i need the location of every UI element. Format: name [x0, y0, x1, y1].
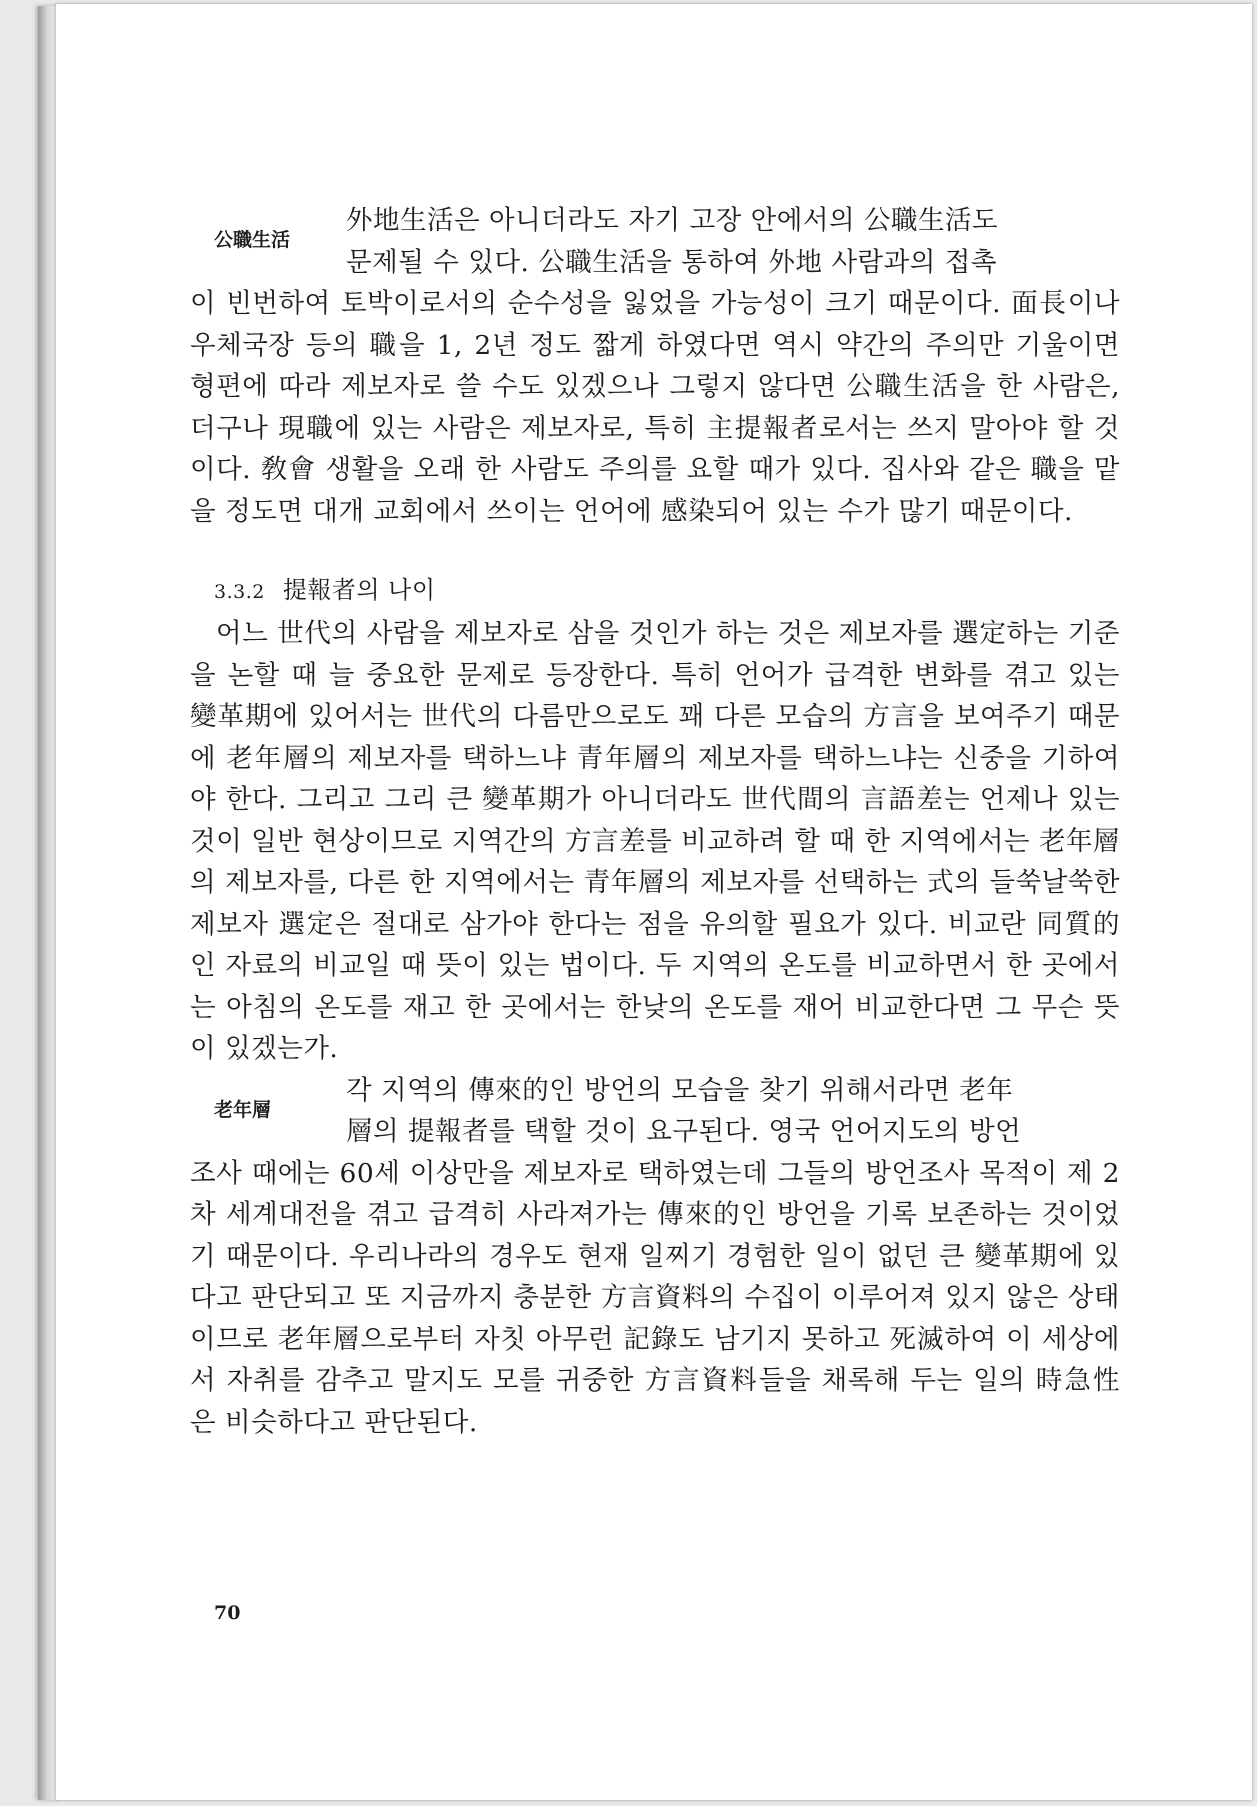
paragraph-public-office: 이 빈번하여 토박이로서의 순수성을 잃었을 가능성이 크기 때문이다. 面長이나 우체국장 등의 職을 1, 2년 정도 짧게 하였다면 역시 약간의 주의만 기울이면 형편에 따라 제보자로 쓸 수도 있겠으나 그렇지 않다면 公職生活을 한 사람은, 더구나 現職에 있는 사람은 제보자로, 특히 主提報者로서는 쓰지 말아야 할 것이다. 敎會 생활을 오래 한 사람도 주의를 요할 때가 있다. 집사와 같은 職을 맡을 정도면 대개 교회에서 쓰이는 언어에 感染되어 있는 수가 많기 때문이다.	[190, 288, 1120, 527]
paragraph-old-age: 조사 때에는 60세 이상만을 제보자로 택하였는데 그들의 방언조사 목적이 제 2차 세계대전을 겪고 급격히 사라져가는 傳來的인 방언을 기록 보존하는 것이었기 때문이다. 우리나라의 경우도 현재 일찌기 경험한 일이 없던 큰 變革期에 있다고 판단되고 또 지금까지 충분한 方言資料의 수집이 이루어져 있지 않은 상태이므로 老年層으로부터 자칫 아무런 記錄도 남기지 못하고 死滅하여 이 세상에서 자취를 감추고 말지도 모를 귀중한 方言資料들을 채록해 두는 일의 時急性은 비슷하다고 판단된다.	[190, 1157, 1120, 1438]
page-number: 70	[214, 1602, 241, 1624]
paragraph-lead-line-3: 각 지역의 傳來的인 방언의 모습을 찾기 위해서라면 老年	[346, 1074, 1014, 1106]
paragraph-lead-line-1: 外地生活은 아니더라도 자기 고장 안에서의 公職生活도	[346, 205, 999, 236]
page-content	[190, 200, 1120, 1443]
paragraph-informant-age: 어느 世代의 사람을 제보자로 삼을 것인가 하는 것은 제보자를 選定하는 기준을 논할 때 늘 중요한 문제로 등장한다. 특히 언어가 급격한 변화를 겪고 있는 變革期에 있어서는 世代의 다름만으로도 꽤 다른 모습의 方言을 보여주기 때문에 老年層의 제보자를 택하느냐 青年層의 제보자를 택하느냐는 신중을 기하여야 한다. 그리고 그리 큰 變革期가 아니더라도 世代間의 言語差는 언제나 있는 것이 일반 현상이므로 지역간의 方言差를 비교하려 할 때 한 지역에서는 老年層의 제보자를, 다른 한 지역에서는 青年層의 제보자를 선택하는 式의 들쑥날쑥한 제보자 選定은 절대로 삼가야 한다는 점을 유의할 필요가 있다. 비교란 同質的인 자료의 비교일 때 뜻이 있는 법이다. 두 지역의 온도를 비교하면서 한 곳에서는 아침의 온도를 재고 한 곳에서는 한낮의 온도를 재어 비교한다면 그 무슨 뜻이 있겠는가.	[190, 618, 1120, 1064]
heading-number: 3.3.2	[214, 581, 265, 603]
paragraph-lead-line-4: 層의 提報者를 택할 것이 요구된다. 영국 언어지도의 방언	[346, 1116, 1022, 1147]
margin-label-old-age: 老年層	[214, 1098, 272, 1121]
section-old-age	[190, 1070, 1120, 1444]
section-public-office	[190, 200, 1120, 532]
margin-label-public-office: 公職生活	[214, 229, 291, 251]
book-page	[56, 4, 1252, 1800]
paragraph-lead-line-2: 문제될 수 있다. 公職生活을 통하여 外地 사람과의 접촉	[346, 246, 997, 278]
heading-title: 提報者의 나이	[282, 576, 436, 604]
section-heading	[190, 570, 1120, 613]
